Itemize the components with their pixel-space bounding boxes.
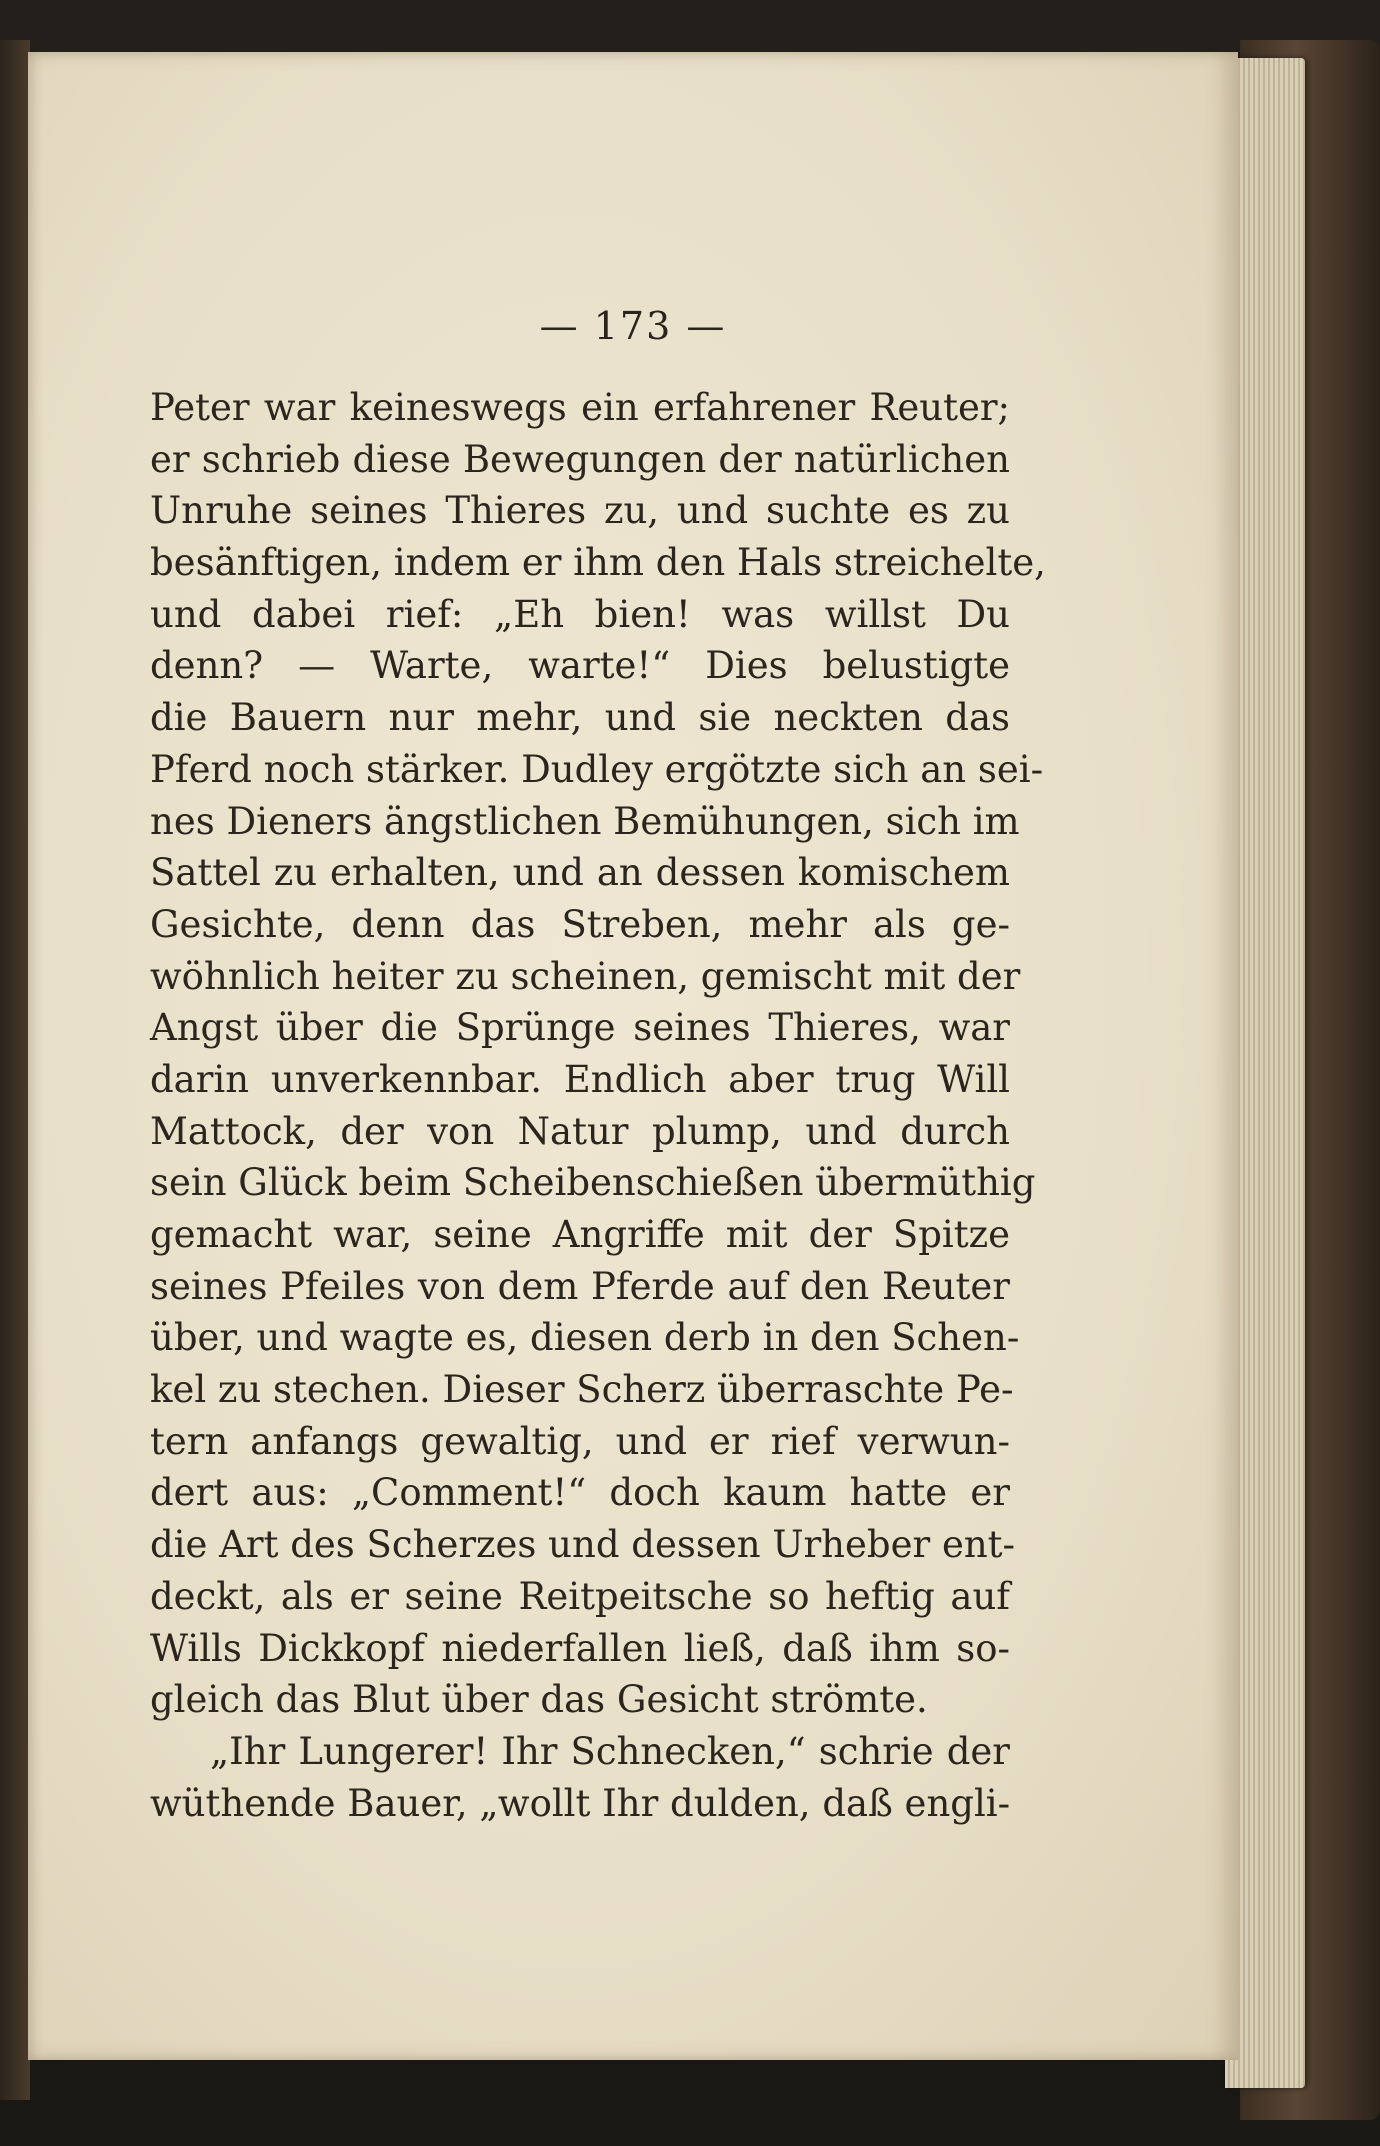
- text-line: deckt, als er seine Reitpeitsche so heftig auf: [150, 1574, 1010, 1618]
- text-line: gemacht war, seine Angriffe mit der Spitze: [150, 1213, 1010, 1256]
- book-page: [28, 52, 1238, 2060]
- text-line: denn? — Warte, warte!“ Dies belustigte: [150, 644, 1010, 688]
- body-text: [150, 382, 1046, 1829]
- text-line: „Ihr Lungerer! Ihr Schnecken,“ schrie der: [210, 1729, 1010, 1773]
- text-line: die Bauern nur mehr, und sie neckten das: [150, 696, 1010, 740]
- text-line: Pferd noch stärker. Dudley ergötzte sich an sei-: [150, 747, 1044, 791]
- text-line: er schrieb diese Bewegungen der natürlichen: [150, 437, 1010, 481]
- text-line: wüthende Bauer, „wollt Ihr dulden, daß engli-: [150, 1781, 1011, 1825]
- text-line: Wills Dickkopf niederfallen ließ, daß ihm so-: [150, 1626, 1010, 1670]
- page-number-header: — 173 —: [539, 304, 727, 348]
- text-line: Sattel zu erhalten, und an dessen komischem: [150, 851, 1010, 895]
- text-line: dert aus: „Comment!“ doch kaum hatte er: [150, 1471, 1010, 1515]
- text-line: gleich das Blut über das Gesicht strömte.: [150, 1678, 928, 1722]
- text-line: über, und wagte es, diesen derb in den Schen-: [150, 1316, 1020, 1360]
- text-line: Mattock, der von Natur plump, und durch: [150, 1109, 1010, 1153]
- text-line: kel zu stechen. Dieser Scherz überraschte Pe-: [150, 1368, 1014, 1412]
- text-line: die Art des Scherzes und dessen Urheber ent-: [150, 1523, 1016, 1567]
- text-line: wöhnlich heiter zu scheinen, gemischt mit der: [150, 954, 1021, 998]
- text-line: tern anfangs gewaltig, und er rief verwun-: [150, 1419, 1010, 1463]
- book-cover-left-edge: [0, 40, 30, 2100]
- text-line: nes Dieners ängstlichen Bemühungen, sich im: [150, 799, 1020, 843]
- text-line: seines Pfeiles von dem Pferde auf den Reuter: [150, 1264, 1010, 1308]
- text-line: darin unverkennbar. Endlich aber trug Will: [150, 1057, 1010, 1101]
- text-line: und dabei rief: „Eh bien! was willst Du: [150, 592, 1010, 636]
- text-line: Peter war keineswegs ein erfahrener Reuter;: [150, 386, 1010, 429]
- text-line: besänftigen, indem er ihm den Hals streichelte,: [150, 541, 1046, 585]
- text-line: Unruhe seines Thieres zu, und suchte es zu: [150, 489, 1010, 533]
- text-line: Angst über die Sprünge seines Thieres, war: [150, 1006, 1010, 1050]
- text-line: sein Glück beim Scheibenschießen übermüthig: [150, 1161, 1036, 1205]
- text-line: Gesichte, denn das Streben, mehr als ge-: [150, 902, 1010, 946]
